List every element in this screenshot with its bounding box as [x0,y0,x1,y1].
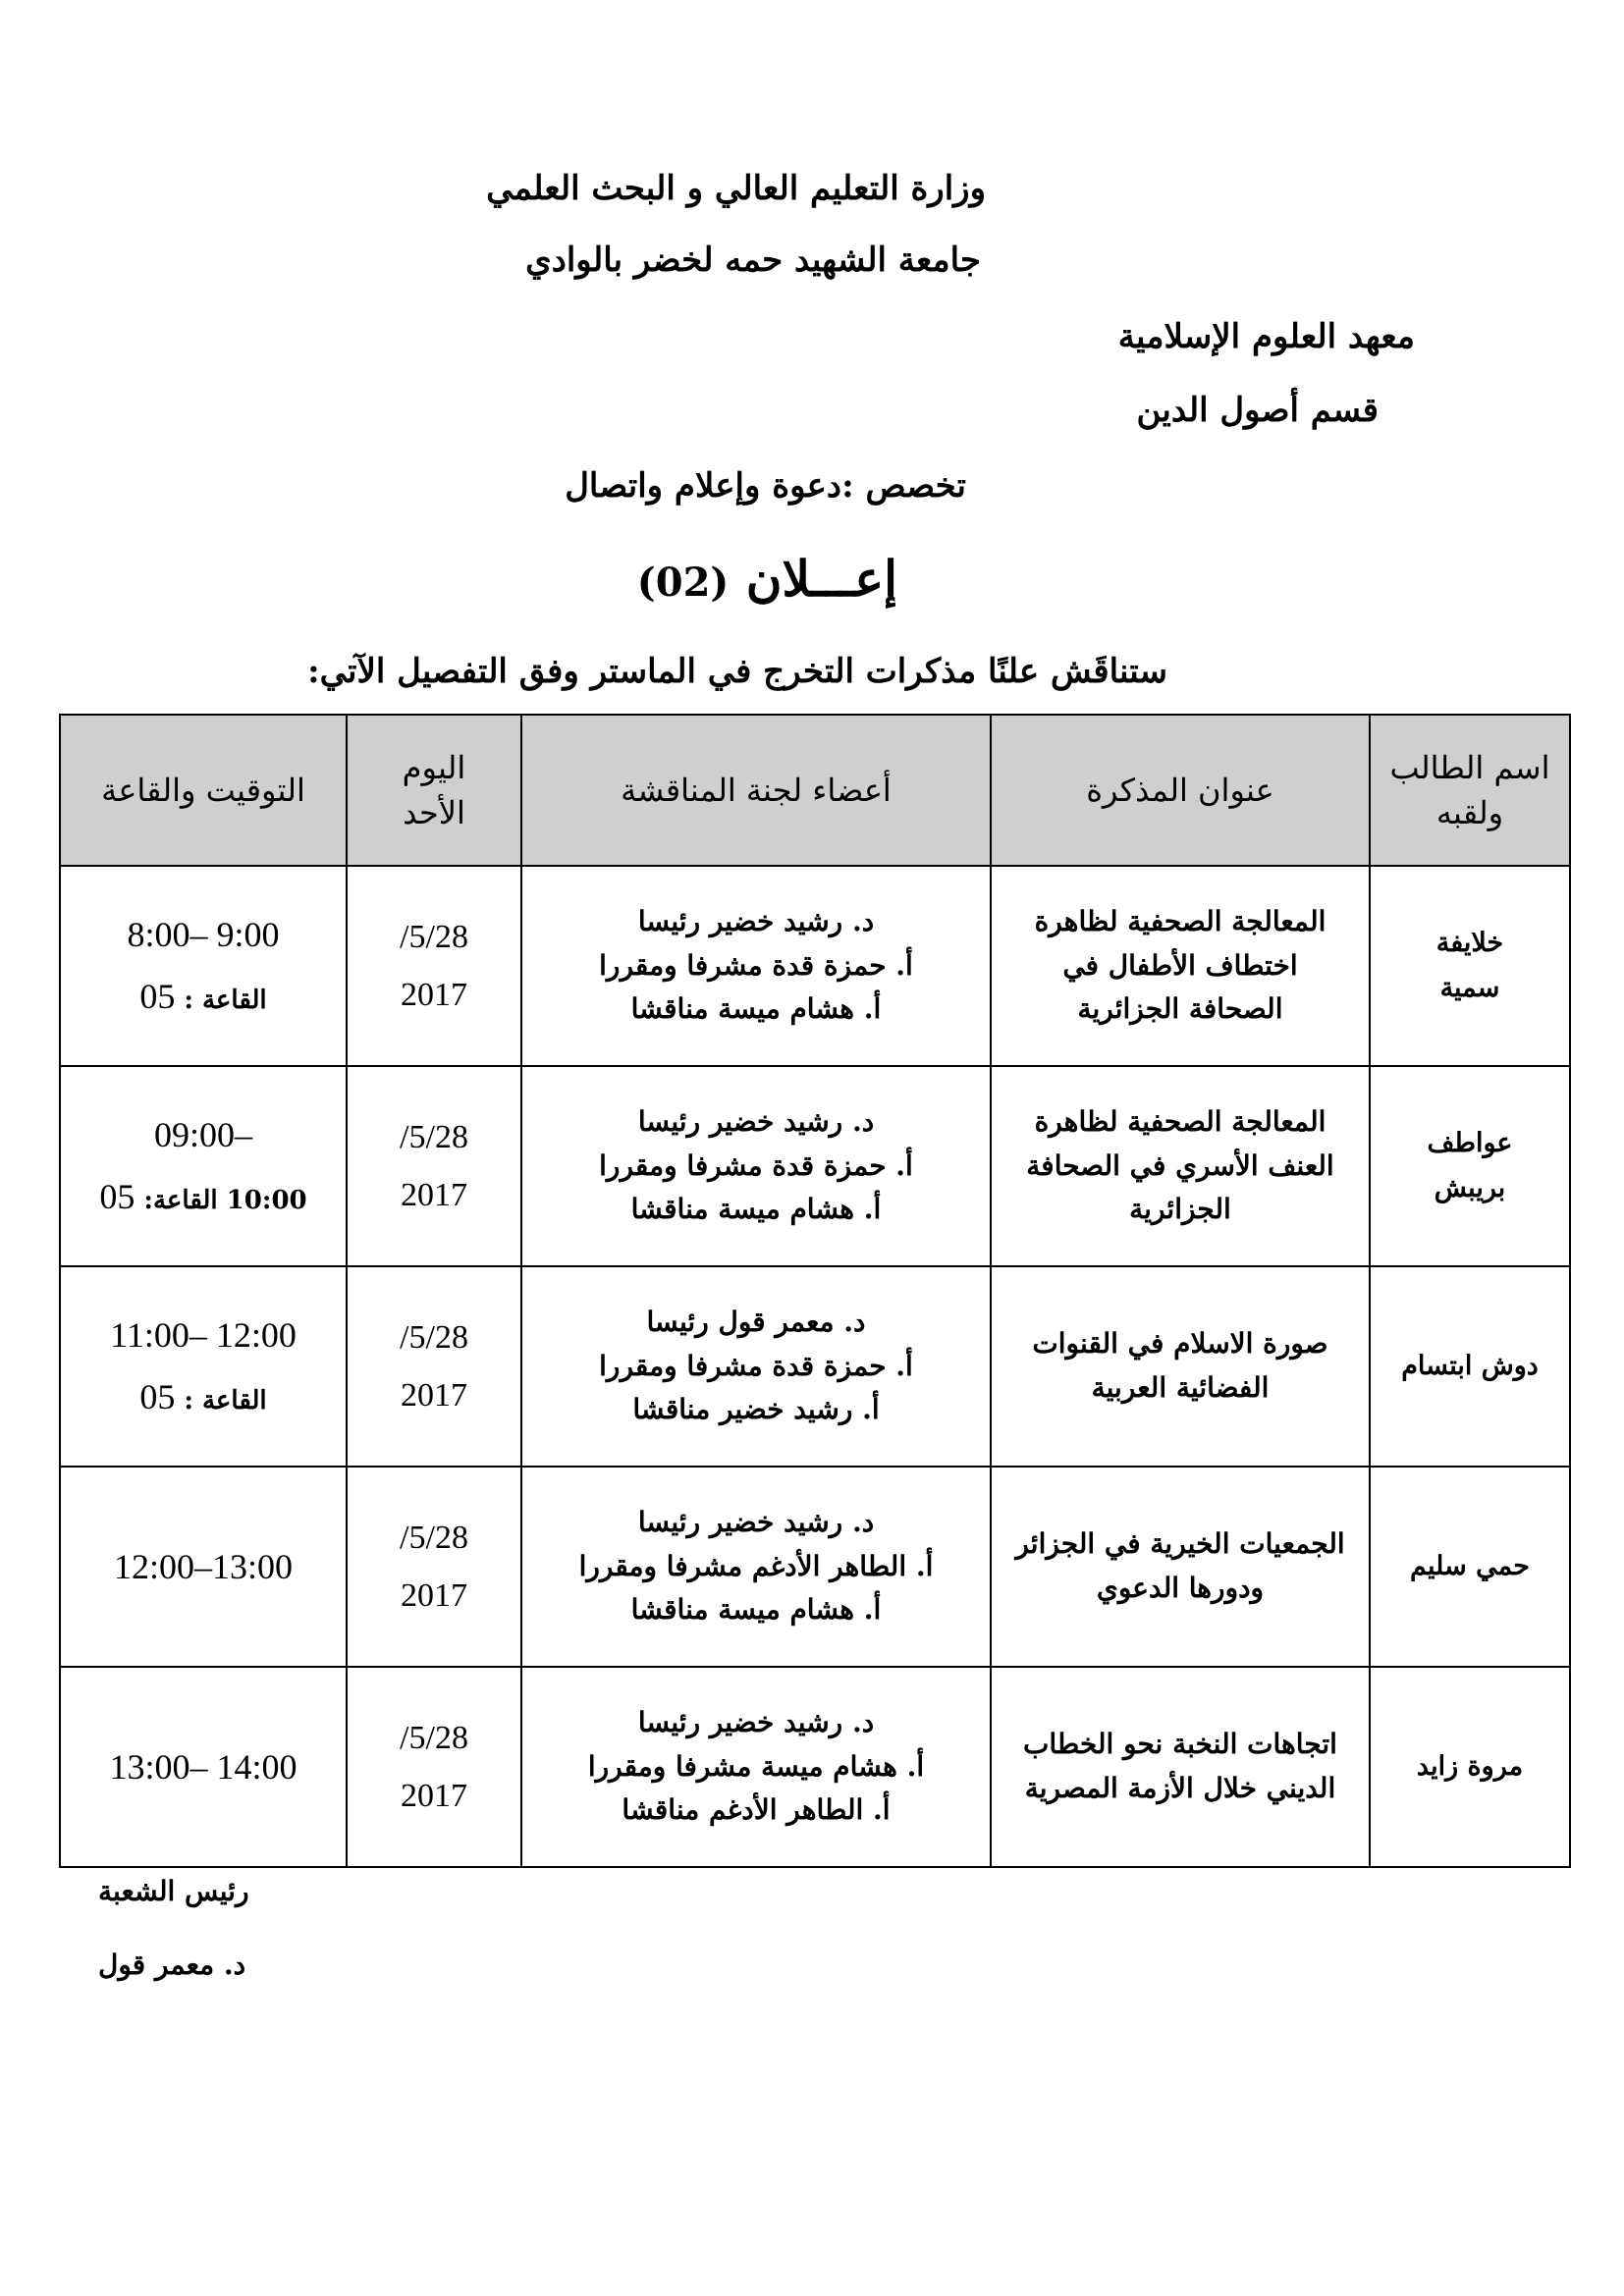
header-day-line1: اليوم [402,748,466,786]
time-slot: 12:00–13:00 [113,1546,293,1586]
student-name-cell [1370,1266,1570,1467]
specialization-heading: تخصص :دعوة وإعلام واتصال [565,466,966,506]
student-name-cell-line: دوش ابتسام [1401,1351,1539,1382]
table-header-row [60,715,1570,866]
schedule-body [60,866,1570,1867]
date-cell [347,866,521,1066]
committee-cell-line: أ. هشام ميسة مشرفا ومقررا [587,1749,925,1783]
committee-cell-line: د. رشيد خضير رئيسا [637,904,875,937]
room-number: 05 [139,1377,176,1416]
header-student-line1: اسم الطالب [1389,748,1550,786]
header-day-line2: الأحد [403,794,465,831]
student-name-cell-line: مروة زايد [1416,1751,1524,1783]
committee-cell [521,1467,991,1667]
thesis-title-cell-line: الديني خلال الأزمة المصرية [1024,1772,1336,1804]
room [61,1366,346,1428]
room-label: القاعة : [184,1386,267,1415]
time-slot: 11:00– 12:00 [110,1315,297,1355]
date-cell-line: /5/28 [400,1118,468,1155]
thesis-title-cell-line: الصحافة الجزائرية [1077,992,1283,1026]
room [61,1166,346,1228]
footer-signatory: د. معمر قول [98,1949,246,1981]
student-name-cell [1370,1066,1570,1266]
date-cell-line: /5/28 [400,918,468,955]
table-row [60,1467,1570,1667]
date-cell-line: 2017 [401,1778,467,1814]
thesis-title-cell-line: المعالجة الصحفية لظاهرة [1034,904,1326,937]
room [61,966,346,1028]
table-row [60,1266,1570,1467]
thesis-title-cell-line: صورة الاسلام في القنوات [1032,1327,1328,1361]
committee-cell-line: أ. حمزة قدة مشرفا ومقررا [599,1349,913,1382]
committee-cell [521,1066,991,1266]
date-cell-line: /5/28 [400,1519,468,1556]
committee-cell [521,1667,991,1867]
committee-cell [521,1266,991,1467]
student-name-cell [1370,866,1570,1066]
header-thesis: عنوان المذكرة [991,715,1370,866]
room-label: القاعة : [184,986,267,1015]
thesis-title-cell [991,866,1370,1066]
date-cell-line: 2017 [401,977,467,1013]
student-name-cell [1370,1667,1570,1867]
table-row [60,1667,1570,1867]
date-cell [347,1266,521,1467]
committee-cell-line: أ. هشام ميسة مناقشا [630,1593,882,1627]
room-number: 05 [139,977,176,1016]
date-cell-line: 2017 [401,1377,467,1414]
department-heading: قسم أصول الدين [1136,391,1379,430]
student-name-cell-line: سمية [1439,973,1500,1003]
committee-cell-line: أ. حمزة قدة مشرفا ومقررا [599,1148,913,1182]
student-name-cell [1370,1467,1570,1667]
thesis-title-cell [991,1667,1370,1867]
announcement-title-text: إعـــلان [745,550,897,608]
committee-cell-line: د. معمر قول رئيسا [646,1305,866,1338]
ministry-heading: وزارة التعليم العالي و البحث العلمي [486,169,986,208]
time-room-cell [60,866,347,1066]
thesis-title-cell-line: الجزائرية [1129,1193,1231,1226]
committee-cell-line: أ. هشام ميسة مناقشا [630,992,882,1026]
announcement-number: (02) [636,560,730,606]
date-cell [347,1667,521,1867]
student-name-cell-line: حمي سليم [1410,1551,1530,1582]
header-student-line2: ولقبه [1435,794,1504,831]
announcement-title [637,550,897,608]
thesis-title-cell-line: الفضائية العربية [1091,1371,1270,1404]
thesis-title-cell [991,1467,1370,1667]
date-cell-line: 2017 [401,1177,467,1213]
date-cell-line: 2017 [401,1577,467,1614]
date-cell-line: /5/28 [400,1719,468,1756]
student-name-cell-line: بريبش [1434,1173,1506,1203]
thesis-title-cell-line: المعالجة الصحفية لظاهرة [1034,1104,1326,1138]
header-student [1370,715,1570,866]
header-day [347,715,521,866]
time-room-cell [60,1467,347,1667]
institute-heading: معهد العلوم الإسلامية [1117,317,1415,356]
room-number: 05 [99,1177,135,1216]
table-row [60,1066,1570,1266]
time-slot: 09:00– [153,1115,252,1154]
time-room-cell [60,1066,347,1266]
committee-cell-line: د. رشيد خضير رئيسا [637,1705,875,1738]
committee-cell [521,866,991,1066]
time-slot: 8:00– 9:00 [127,915,280,954]
student-name-cell-line: خلايفة [1435,928,1504,959]
committee-cell-line: أ. هشام ميسة مناقشا [630,1193,882,1226]
thesis-title-cell [991,1266,1370,1467]
thesis-title-cell-line: اختطاف الأطفال في [1062,948,1298,982]
thesis-title-cell-line: الجمعيات الخيرية في الجزائر [1015,1527,1345,1561]
date-cell [347,1066,521,1266]
header-committee: أعضاء لجنة المناقشة [521,715,991,866]
student-name-cell-line: عواطف [1427,1128,1513,1159]
footer-role: رئيس الشعبة [98,1875,249,1907]
date-cell [347,1467,521,1667]
committee-cell-line: أ. الطاهر الأدغم مناقشا [622,1793,891,1827]
date-cell-line: /5/28 [400,1318,468,1356]
committee-cell-line: أ. حمزة قدة مشرفا ومقررا [599,948,913,982]
university-heading: جامعة الشهيد حمه لخضر بالوادي [525,240,981,280]
thesis-title-cell-line: اتجاهات النخبة نحو الخطاب [1023,1728,1337,1761]
header-time: التوقيت والقاعة [60,715,347,866]
table-row [60,866,1570,1066]
committee-cell-line: أ. الطاهر الأدغم مشرفا ومقررا [578,1549,934,1582]
thesis-title-cell [991,1066,1370,1266]
time-slot: 13:00– 14:00 [109,1746,298,1787]
time-room-cell [60,1266,347,1467]
time-room-cell [60,1667,347,1867]
thesis-title-cell-line: ودورها الدعوي [1096,1572,1265,1604]
committee-cell-line: د. رشيد خضير رئيسا [637,1104,875,1138]
committee-cell-line: أ. رشيد خضير مناقشا [632,1393,880,1426]
announcement-intro: ستناقَش علنًا مذكرات التخرج في الماستر وفق التفصيل الآتي: [307,652,1167,691]
defense-schedule-table [59,714,1571,1868]
thesis-title-cell-line: العنف الأسري في الصحافة [1026,1148,1334,1182]
committee-cell-line: د. رشيد خضير رئيسا [637,1505,875,1538]
room-label: 10:00 القاعة: [143,1186,307,1215]
